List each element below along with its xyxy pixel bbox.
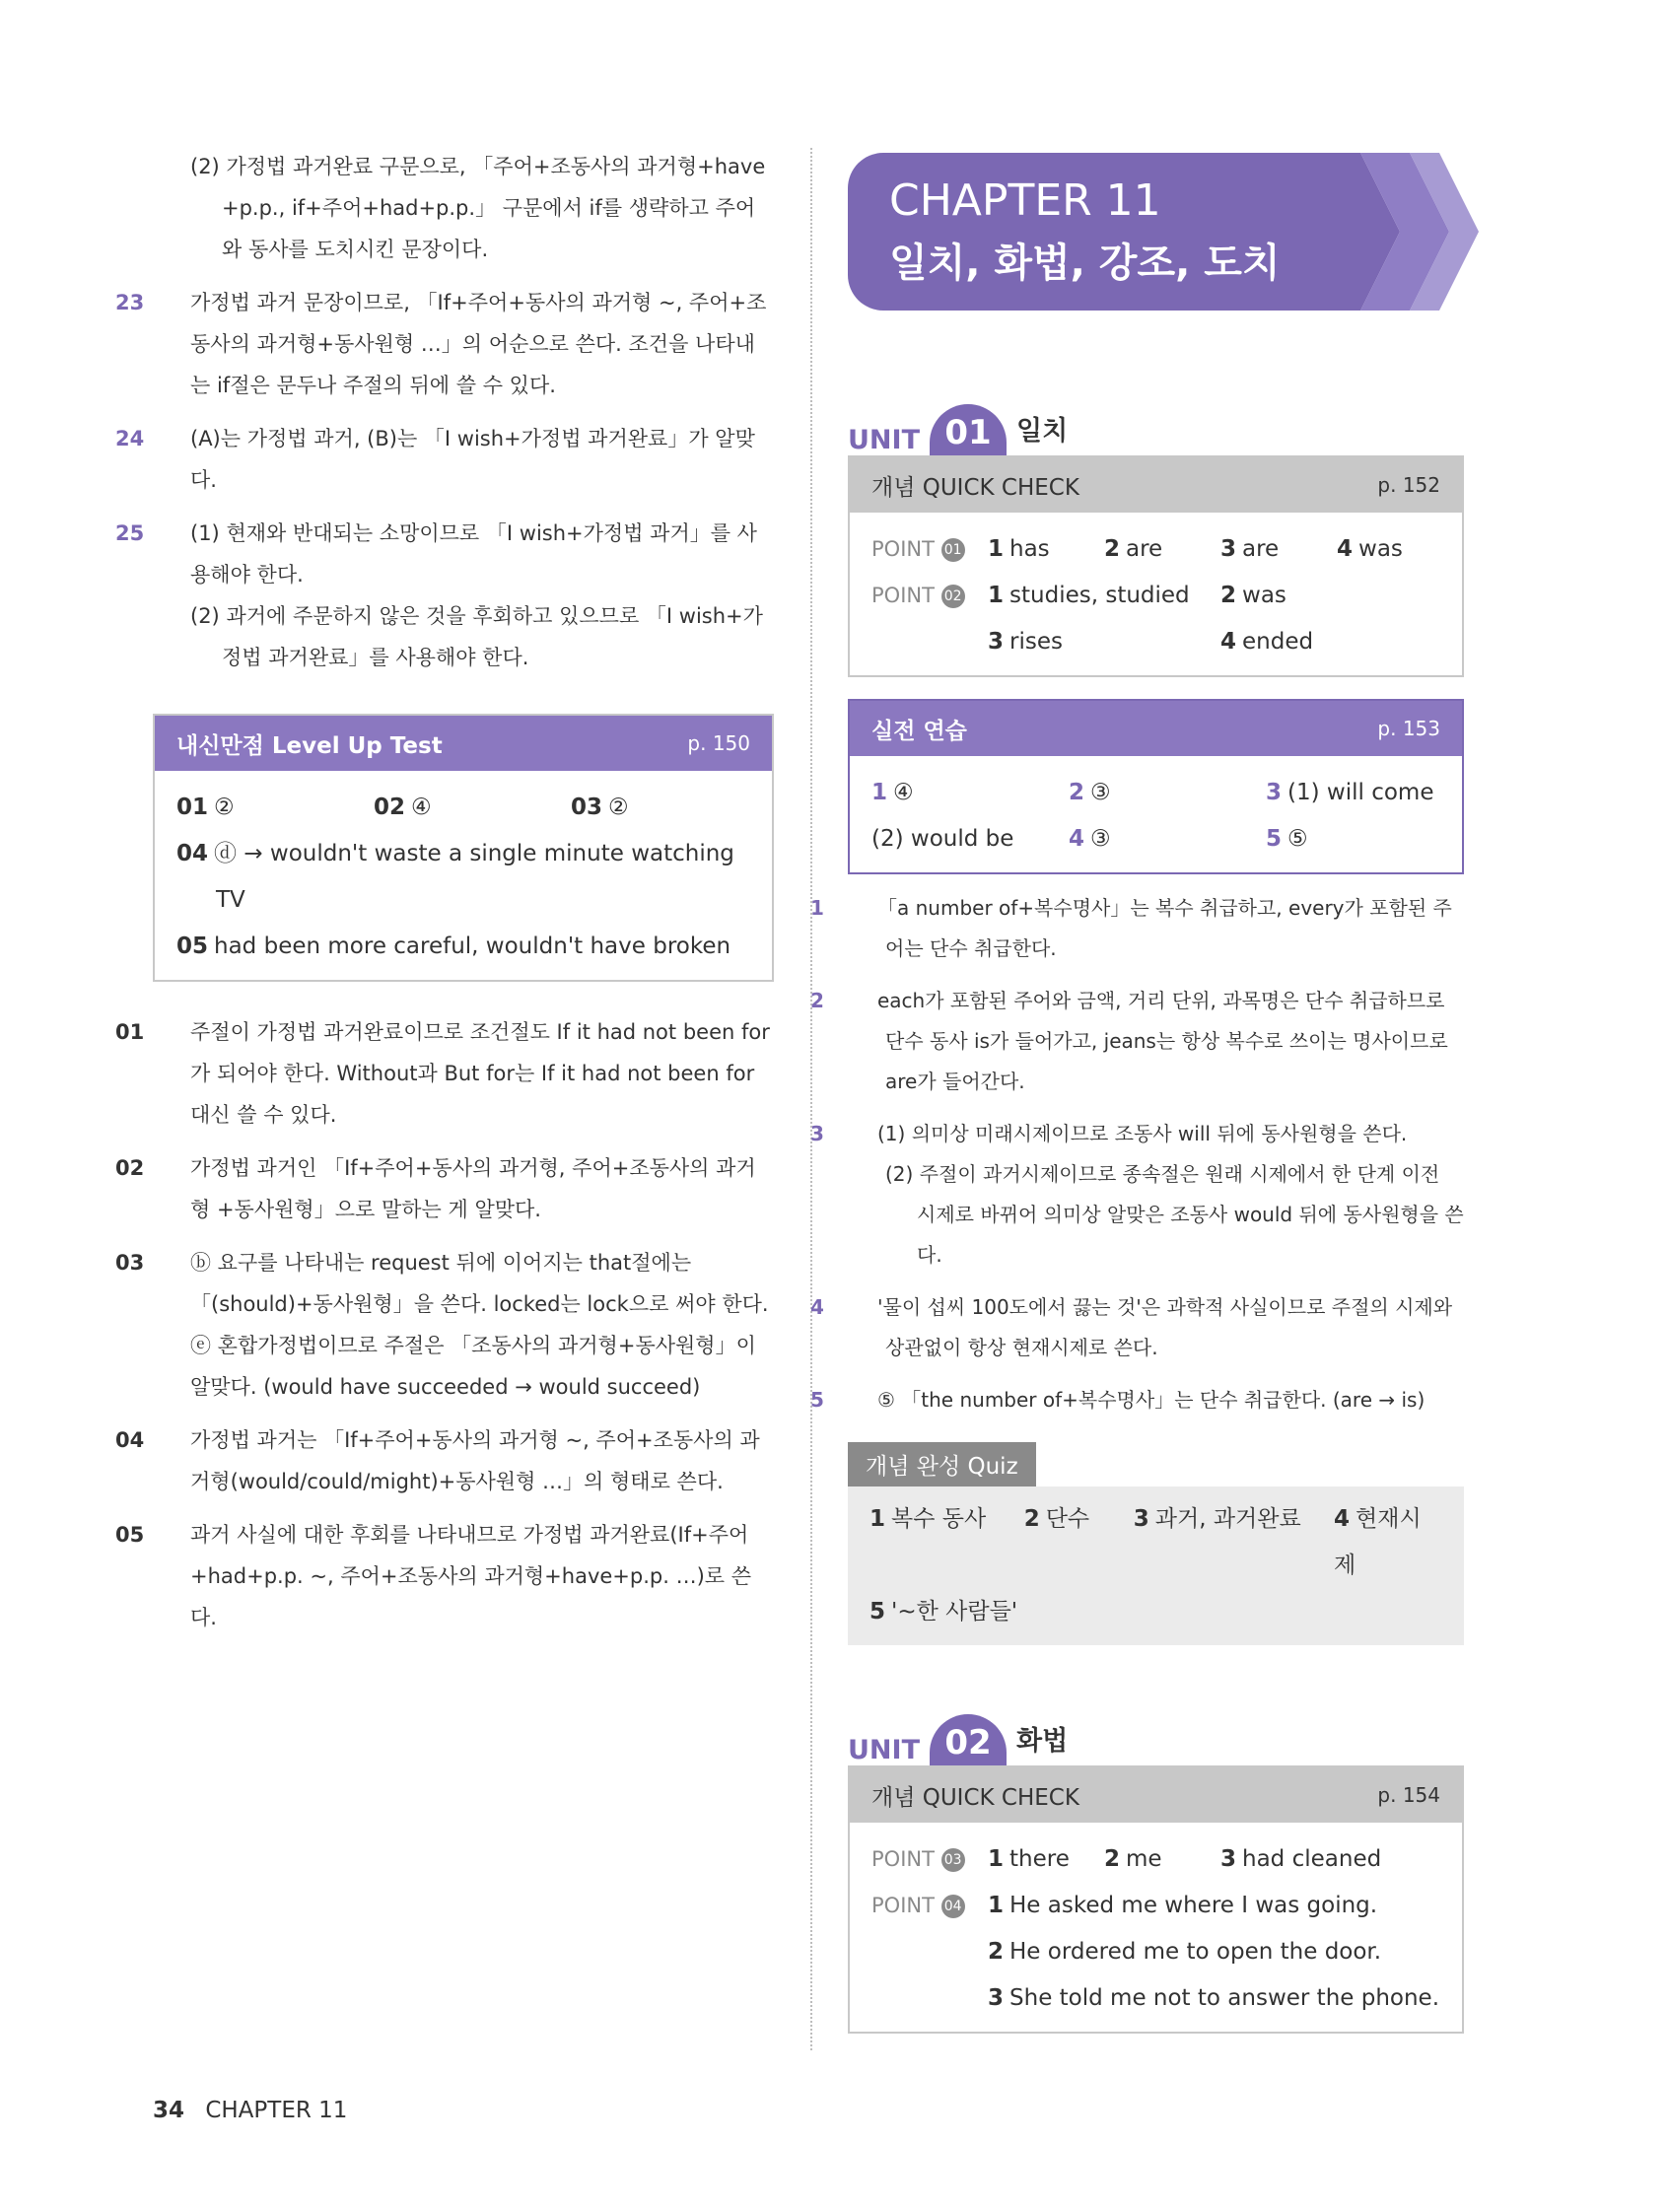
footer-chapter: CHAPTER 11 (205, 2098, 348, 2123)
answer-row: POINT 03 1 there 2 me 3 had cleaned (871, 1836, 1440, 1883)
practice-title: 실전 연습 (871, 718, 967, 744)
quiz-answers (848, 1486, 1464, 1645)
unit-label: UNIT (848, 1735, 920, 1765)
left-column (115, 146, 774, 1650)
chapter-subtitle: 일치, 화법, 강조, 도치 (889, 241, 1281, 286)
page-ref: p. 154 (1377, 1783, 1440, 1807)
page-ref: p. 153 (1377, 717, 1440, 740)
unit-label: UNIT (848, 425, 920, 455)
answer-row: POINT 04 1 He asked me where I was going. (871, 1883, 1440, 1929)
list-item: 04 가정법 과거는 「If+주어+동사의 과거형 ~, 주어+조동사의 과거형(would/could/might)+동사원형 …」의 형태로 쓴다. (115, 1428, 760, 1493)
right-column (810, 153, 1464, 2055)
quick-check-box (848, 455, 1464, 677)
list-item: 23 가정법 과거 문장이므로, 「If+주어+동사의 과거형 ~, 주어+조동사의 과거형+동사원형 …」의 어순으로 쓴다. 조건을 나타내는 if절은 문두나 주절의 뒤에 쓸 수 있다. (115, 291, 767, 397)
list-item: 24 (A)는 가정법 과거, (B)는 「I wish+가정법 과거완료」가 알맞다. (115, 427, 755, 492)
unit-title: 일치 (1015, 416, 1069, 447)
quiz-box (848, 1442, 1464, 1645)
list-item: (2) 가정법 과거완료 구문으로, 「주어+조동사의 과거형+have +p.p., if+주어+had+p.p.」 구문에서 if를 생략하고 주어와 동사를 도치시킨 문장이다. (190, 155, 766, 261)
unit-title: 화법 (1015, 1726, 1069, 1757)
chapter-banner (848, 153, 1464, 311)
quick-check-box (848, 1765, 1464, 2034)
list-item: 01 주절이 가정법 과거완료이므로 조건절도 If it had not been for가 되어야 한다. Without과 But for는 If it had not been for 대신 쓸 수 있다. (115, 1020, 770, 1127)
list-item: 05 과거 사실에 대한 후회를 나타내므로 가정법 과거완료(If+주어 +had+p.p. ~, 주어+조동사의 과거형+have+p.p. …)로 쓴다. (115, 1523, 752, 1629)
unit-heading (848, 1714, 1464, 1765)
practice-answers (850, 756, 1462, 872)
answer-row: 2 He ordered me to open the door. (988, 1939, 1382, 1965)
list-item: (2) 주절이 과거시제이므로 종속절은 원래 시제에서 한 단계 이전 시제로 바뀌어 의미상 알맞은 조동사 would 뒤에 동사원형을 쓴다. (885, 1162, 1464, 1267)
unit-heading (848, 404, 1464, 455)
level-up-header (155, 716, 772, 771)
chapter-title: CHAPTER 11 (889, 175, 1161, 226)
point-label: POINT 01 (871, 526, 988, 573)
list-item: 4 '물이 섭씨 100도에서 끓는 것'은 과학적 사실이므로 주절의 시제와 상관없이 항상 현재시제로 쓴다. (810, 1295, 1453, 1359)
answer-row: 5 '~한 사람들' (869, 1599, 1018, 1624)
page-ref: p. 150 (687, 731, 750, 755)
list-item: 2 each가 포함된 주어와 금액, 거리 단위, 과목명은 단수 취급하므로 단수 동사 is가 들어가고, jeans는 항상 복수로 쓰이는 명사이므로 are가 들어간다. (810, 989, 1448, 1093)
point-label: POINT 02 (871, 573, 988, 619)
answer-row: 04 ⓓ → wouldn't waste a single minute watching TV (176, 841, 734, 913)
answer-row: 1 복수 동사 2 단수 3 과거, 과거완료 4 현재시제 (869, 1506, 1422, 1578)
answer-row: 05 had been more careful, wouldn't have broken (176, 933, 731, 959)
level-up-title: 내신만점 Level Up Test (176, 732, 443, 759)
quick-check-title: 개념 QUICK CHECK (871, 1784, 1079, 1811)
quick-check-header (850, 1767, 1462, 1823)
answer-row: POINT 01 1 has 2 are 3 are 4 was (871, 526, 1440, 573)
quick-check-answers (850, 1823, 1462, 2032)
list-item: 02 가정법 과거인 「If+주어+동사의 과거형, 주어+조동사의 과거형 +동사원형」으로 말하는 게 알맞다. (115, 1156, 756, 1221)
answer-row: 3 She told me not to answer the phone. (988, 1985, 1440, 2011)
list-item: 3 (1) 의미상 미래시제이므로 조동사 will 뒤에 동사원형을 쓴다. (810, 1122, 1408, 1145)
quick-check-answers (850, 513, 1462, 675)
list-item: (2) 과거에 주문하지 않은 것을 후회하고 있으므로 「I wish+가정법 과거완료」를 사용해야 한다. (190, 604, 763, 669)
answer-row: POINT 02 1 studies, studied 2 was (871, 573, 1440, 619)
answer-row: (2) would be 4 ③ 5 ⑤ (871, 826, 1308, 852)
unit-number: 02 (930, 1714, 1007, 1765)
list-item: 03 ⓑ 요구를 나타내는 request 뒤에 이어지는 that절에는 「(should)+동사원형」을 쓴다. locked는 lock으로 써야 한다. ⓔ 혼합가정법이므로 주절은 「조동사의 과거형+동사원형」이 알맞다. (would have succeeded → would succeed) (115, 1251, 769, 1399)
practice-header (850, 701, 1462, 756)
page-footer (153, 2098, 347, 2123)
page-ref: p. 152 (1377, 473, 1440, 497)
page-number: 34 (153, 2098, 185, 2123)
answer-row: 3 rises 4 ended (988, 629, 1314, 655)
point-label: POINT 03 (871, 1836, 988, 1883)
quick-check-header (850, 457, 1462, 513)
point-label: POINT 04 (871, 1883, 988, 1929)
practice-box (848, 699, 1464, 874)
list-item: 1 「a number of+복수명사」는 복수 취급하고, every가 포함된 주어는 단수 취급한다. (810, 896, 1452, 960)
list-item: 5 ⑤ 「the number of+복수명사」는 단수 취급한다. (are → is) (810, 1388, 1426, 1412)
quick-check-title: 개념 QUICK CHECK (871, 474, 1079, 501)
list-item: 25 (1) 현재와 반대되는 소망이므로 「I wish+가정법 과거」를 사용해야 한다. (115, 521, 757, 587)
level-up-box (153, 714, 774, 982)
level-up-answers (155, 771, 772, 980)
quiz-title: 개념 완성 Quiz (848, 1442, 1036, 1486)
unit-number: 01 (930, 404, 1007, 455)
answer-row: 1 ④ 2 ③ 3 (1) will come (871, 780, 1434, 805)
column-divider (810, 148, 812, 2050)
answer-row: 01 ② 02 ④ 03 ② (176, 795, 629, 820)
